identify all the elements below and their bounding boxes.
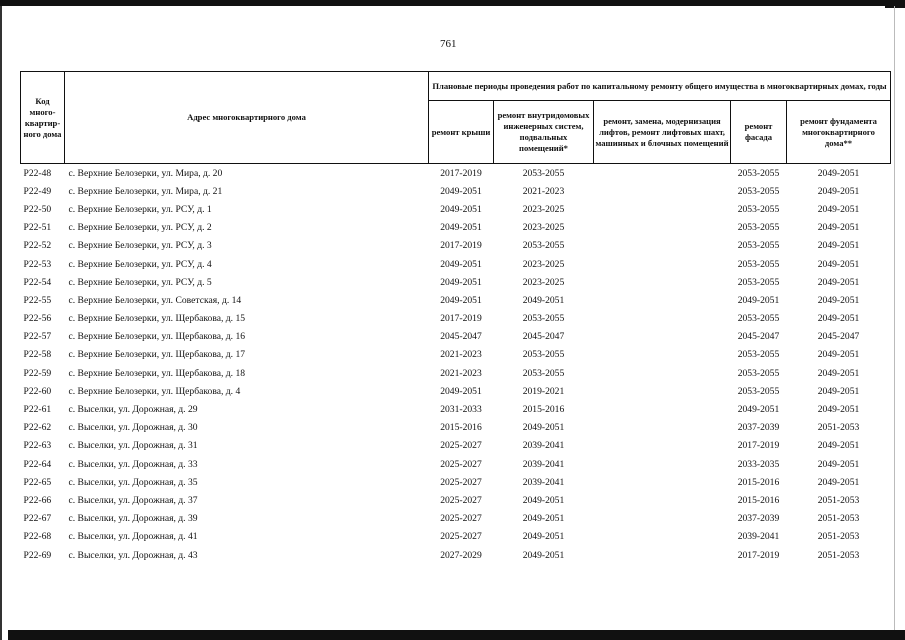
cell-foundation: 2049-2051	[817, 385, 860, 397]
cell-roof: 2049-2051	[440, 258, 482, 270]
cell-foundation: 2051-2053	[817, 549, 860, 561]
table-row	[21, 364, 891, 382]
cell-facade: 2037-2039	[737, 422, 780, 434]
cell-engineering: 2049-2051	[522, 294, 565, 306]
cell-elevators	[594, 219, 731, 237]
cell-facade: 2015-2016	[737, 494, 780, 506]
header-code: Код много-квартир-ного дома	[21, 72, 65, 164]
cell-facade: 2017-2019	[737, 549, 780, 561]
cell-elevators	[594, 473, 731, 491]
cell-elevators	[594, 255, 731, 273]
cell-facade: 2049-2051	[737, 294, 780, 306]
scan-top-border	[0, 0, 905, 6]
cell-elevators	[594, 510, 731, 528]
table-row	[21, 219, 891, 237]
cell-foundation: 2051-2053	[817, 494, 860, 506]
cell-code: P22-69	[23, 549, 52, 561]
cell-elevators	[594, 528, 731, 546]
cell-facade: 2053-2055	[737, 313, 780, 325]
cell-roof: 2049-2051	[440, 276, 482, 288]
header-engineering: ремонт внутридомовых инженерных систем, подвальных помещений*	[494, 101, 594, 164]
cell-address: с. Выселки, ул. Дорожная, д. 33	[68, 458, 198, 470]
cell-elevators	[594, 491, 731, 509]
cell-address: с. Выселки, ул. Дорожная, д. 29	[68, 404, 198, 416]
cell-facade: 2053-2055	[737, 367, 780, 379]
table-row	[21, 310, 891, 328]
cell-address: с. Выселки, ул. Дорожная, д. 41	[68, 531, 198, 543]
cell-elevators	[594, 328, 731, 346]
table-row	[21, 382, 891, 400]
cell-facade: 2017-2019	[737, 440, 780, 452]
table-row	[21, 200, 891, 218]
table-row	[21, 491, 891, 509]
cell-address: с. Верхние Белозерки, ул. Мира, д. 21	[68, 185, 223, 197]
cell-roof: 2025-2027	[440, 531, 482, 543]
repair-schedule-table	[20, 71, 891, 564]
table-header	[21, 72, 891, 164]
cell-engineering: 2049-2051	[522, 422, 565, 434]
cell-roof: 2017-2019	[440, 313, 482, 325]
cell-engineering: 2049-2051	[522, 549, 565, 561]
cell-address: с. Верхние Белозерки, ул. РСУ, д. 2	[68, 222, 212, 234]
repair-schedule-table-wrap	[20, 71, 891, 564]
cell-facade: 2053-2055	[737, 276, 780, 288]
cell-roof: 2017-2019	[440, 167, 482, 179]
cell-address: с. Выселки, ул. Дорожная, д. 35	[68, 476, 198, 488]
table-row	[21, 291, 891, 309]
cell-engineering: 2049-2051	[522, 531, 565, 543]
table-row	[21, 546, 891, 564]
cell-code: P22-55	[23, 294, 52, 306]
cell-code: P22-65	[23, 476, 52, 488]
cell-engineering: 2039-2041	[522, 458, 565, 470]
cell-engineering: 2023-2025	[522, 258, 565, 270]
cell-engineering: 2053-2055	[522, 349, 565, 361]
cell-roof: 2025-2027	[440, 494, 482, 506]
cell-roof: 2021-2023	[440, 349, 482, 361]
cell-elevators	[594, 237, 731, 255]
header-elevators: ремонт, замена, модернизация лифтов, ремонт лифтовых шахт, машинных и блочных помещений	[594, 101, 731, 164]
cell-engineering: 2023-2025	[522, 276, 565, 288]
header-roof: ремонт крыши	[429, 101, 494, 164]
cell-elevators	[594, 455, 731, 473]
cell-code: P22-58	[23, 349, 52, 361]
cell-elevators	[594, 437, 731, 455]
cell-code: P22-56	[23, 313, 52, 325]
cell-foundation: 2049-2051	[817, 222, 860, 234]
cell-engineering: 2053-2055	[522, 167, 565, 179]
cell-address: с. Выселки, ул. Дорожная, д. 39	[68, 513, 198, 525]
cell-engineering: 2049-2051	[522, 513, 565, 525]
cell-facade: 2053-2055	[737, 349, 780, 361]
cell-facade: 2053-2055	[737, 167, 780, 179]
cell-address: с. Верхние Белозерки, ул. РСУ, д. 5	[68, 276, 212, 288]
cell-engineering: 2019-2021	[522, 385, 565, 397]
cell-engineering: 2021-2023	[522, 185, 565, 197]
cell-code: P22-48	[23, 167, 52, 179]
cell-code: P22-62	[23, 422, 52, 434]
cell-address: с. Верхние Белозерки, ул. Советская, д. 14	[68, 294, 242, 306]
cell-foundation: 2049-2051	[817, 440, 860, 452]
cell-code: P22-64	[23, 458, 52, 470]
cell-roof: 2025-2027	[440, 440, 482, 452]
cell-address: с. Выселки, ул. Дорожная, д. 43	[68, 549, 198, 561]
cell-roof: 2049-2051	[440, 294, 482, 306]
cell-code: P22-61	[23, 404, 52, 416]
cell-facade: 2053-2055	[737, 385, 780, 397]
cell-elevators	[594, 200, 731, 218]
cell-roof: 2031-2033	[440, 404, 482, 416]
cell-code: P22-53	[23, 258, 52, 270]
table-row	[21, 510, 891, 528]
cell-code: P22-52	[23, 240, 52, 252]
cell-roof: 2015-2016	[440, 422, 482, 434]
cell-engineering: 2023-2025	[522, 222, 565, 234]
cell-roof: 2049-2051	[440, 385, 482, 397]
cell-address: с. Верхние Белозерки, ул. РСУ, д. 3	[68, 240, 212, 252]
table-row	[21, 528, 891, 546]
cell-engineering: 2053-2055	[522, 240, 565, 252]
cell-code: P22-57	[23, 331, 52, 343]
cell-foundation: 2049-2051	[817, 203, 860, 215]
table-row	[21, 437, 891, 455]
cell-code: P22-54	[23, 276, 52, 288]
cell-facade: 2053-2055	[737, 185, 780, 197]
header-address: Адрес многоквартирного дома	[65, 72, 429, 164]
header-foundation: ремонт фундамента многоквартирного дома**	[787, 101, 891, 164]
cell-roof: 2027-2029	[440, 549, 482, 561]
cell-code: P22-49	[23, 185, 52, 197]
table-row	[21, 273, 891, 291]
cell-foundation: 2049-2051	[817, 276, 860, 288]
table-row	[21, 237, 891, 255]
cell-elevators	[594, 346, 731, 364]
cell-facade: 2049-2051	[737, 404, 780, 416]
cell-foundation: 2049-2051	[817, 458, 860, 470]
cell-roof: 2049-2051	[440, 222, 482, 234]
cell-roof: 2025-2027	[440, 513, 482, 525]
cell-foundation: 2049-2051	[817, 167, 860, 179]
cell-address: с. Верхние Белозерки, ул. Мира, д. 20	[68, 167, 223, 179]
cell-engineering: 2049-2051	[522, 494, 565, 506]
cell-elevators	[594, 419, 731, 437]
cell-address: с. Верхние Белозерки, ул. Щербакова, д. 18	[68, 367, 246, 379]
cell-facade: 2045-2047	[737, 331, 780, 343]
cell-code: P22-68	[23, 531, 52, 543]
cell-engineering: 2039-2041	[522, 440, 565, 452]
cell-facade: 2039-2041	[737, 531, 780, 543]
cell-engineering: 2023-2025	[522, 203, 565, 215]
cell-code: P22-63	[23, 440, 52, 452]
cell-facade: 2053-2055	[737, 240, 780, 252]
cell-roof: 2025-2027	[440, 458, 482, 470]
cell-address: с. Верхние Белозерки, ул. РСУ, д. 4	[68, 258, 212, 270]
cell-elevators	[594, 546, 731, 564]
header-facade: ремонт фасада	[731, 101, 787, 164]
cell-foundation: 2049-2051	[817, 313, 860, 325]
cell-elevators	[594, 382, 731, 400]
cell-roof: 2025-2027	[440, 476, 482, 488]
cell-roof: 2045-2047	[440, 331, 482, 343]
cell-elevators	[594, 273, 731, 291]
cell-foundation: 2049-2051	[817, 349, 860, 361]
scan-left-edge	[0, 6, 2, 640]
cell-foundation: 2049-2051	[817, 240, 860, 252]
cell-facade: 2053-2055	[737, 203, 780, 215]
cell-facade: 2015-2016	[737, 476, 780, 488]
cell-address: с. Верхние Белозерки, ул. Щербакова, д. 17	[68, 349, 246, 361]
cell-elevators	[594, 164, 731, 183]
cell-foundation: 2049-2051	[817, 185, 860, 197]
cell-facade: 2053-2055	[737, 258, 780, 270]
page-number: 761	[440, 38, 457, 50]
cell-elevators	[594, 400, 731, 418]
cell-facade: 2033-2035	[737, 458, 780, 470]
cell-code: P22-59	[23, 367, 52, 379]
table-row	[21, 455, 891, 473]
cell-code: P22-67	[23, 513, 52, 525]
cell-engineering: 2015-2016	[522, 404, 565, 416]
cell-code: P22-50	[23, 203, 52, 215]
cell-foundation: 2049-2051	[817, 476, 860, 488]
cell-engineering: 2053-2055	[522, 367, 565, 379]
cell-engineering: 2045-2047	[522, 331, 565, 343]
cell-address: с. Верхние Белозерки, ул. Щербакова, д. 4	[68, 385, 241, 397]
table-row	[21, 419, 891, 437]
cell-facade: 2053-2055	[737, 222, 780, 234]
table-row	[21, 473, 891, 491]
table-row	[21, 255, 891, 273]
table-row	[21, 164, 891, 183]
cell-foundation: 2045-2047	[817, 331, 860, 343]
table-row	[21, 182, 891, 200]
scan-top-corner	[885, 0, 905, 8]
scan-bottom-border	[8, 630, 905, 640]
cell-code: P22-60	[23, 385, 52, 397]
cell-roof: 2017-2019	[440, 240, 482, 252]
cell-foundation: 2049-2051	[817, 258, 860, 270]
cell-roof: 2021-2023	[440, 367, 482, 379]
cell-address: с. Выселки, ул. Дорожная, д. 37	[68, 494, 198, 506]
cell-address: с. Выселки, ул. Дорожная, д. 30	[68, 422, 198, 434]
scan-right-edge	[894, 6, 895, 640]
cell-facade: 2037-2039	[737, 513, 780, 525]
table-row	[21, 328, 891, 346]
cell-engineering: 2053-2055	[522, 313, 565, 325]
cell-roof: 2049-2051	[440, 185, 482, 197]
cell-elevators	[594, 364, 731, 382]
cell-elevators	[594, 310, 731, 328]
cell-code: P22-66	[23, 494, 52, 506]
cell-address: с. Верхние Белозерки, ул. Щербакова, д. 15	[68, 313, 246, 325]
cell-foundation: 2051-2053	[817, 531, 860, 543]
cell-foundation: 2051-2053	[817, 513, 860, 525]
cell-roof: 2049-2051	[440, 203, 482, 215]
cell-elevators	[594, 291, 731, 309]
table-row	[21, 400, 891, 418]
table-body	[21, 164, 891, 565]
cell-foundation: 2049-2051	[817, 404, 860, 416]
table-row	[21, 346, 891, 364]
cell-engineering: 2039-2041	[522, 476, 565, 488]
cell-code: P22-51	[23, 222, 52, 234]
cell-elevators	[594, 182, 731, 200]
cell-address: с. Выселки, ул. Дорожная, д. 31	[68, 440, 198, 452]
cell-foundation: 2049-2051	[817, 294, 860, 306]
cell-address: с. Верхние Белозерки, ул. РСУ, д. 1	[68, 203, 212, 215]
cell-address: с. Верхние Белозерки, ул. Щербакова, д. 16	[68, 331, 246, 343]
cell-foundation: 2049-2051	[817, 367, 860, 379]
cell-foundation: 2051-2053	[817, 422, 860, 434]
header-plan-periods: Плановые периоды проведения работ по капитальному ремонту общего имущества в многоквартирных домах, годы	[429, 72, 891, 101]
